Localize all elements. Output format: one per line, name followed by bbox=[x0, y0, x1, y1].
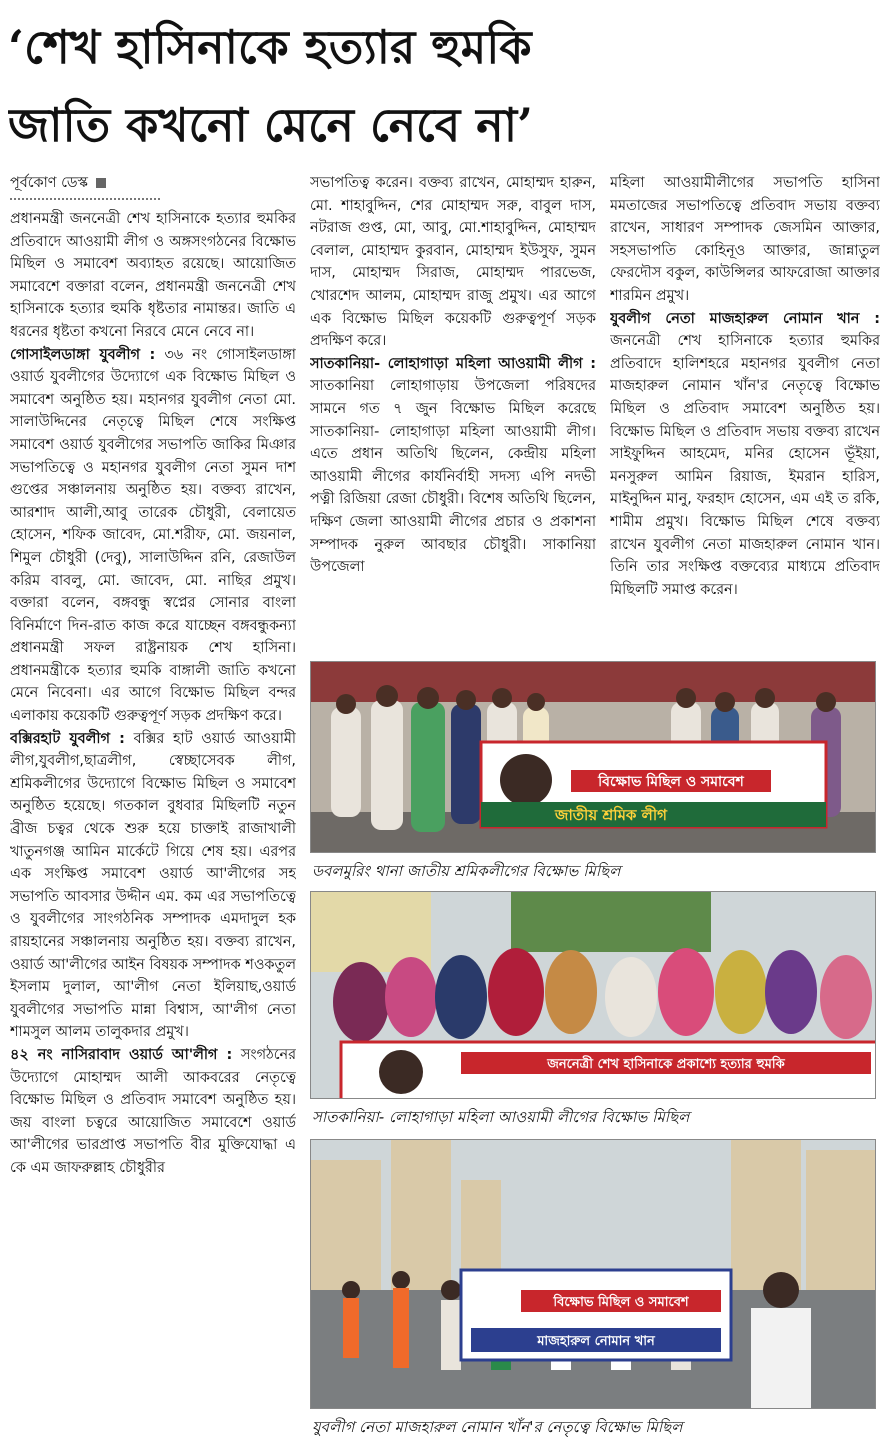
paragraph bbox=[310, 353, 596, 579]
article-column-1 bbox=[10, 172, 296, 1447]
subhead: যুবলীগ নেতা মাজহারুল নোমান খান : bbox=[610, 310, 880, 327]
paragraph bbox=[10, 344, 296, 728]
paragraph-text: জননেত্রী শেখ হাসিনাকে হত্যার হুমকির প্রতিবাদে হালিশহরে মহানগর যুবলীগ নেতা মাজহারুল নোমান খাঁন'র নেতৃত্বে বিক্ষোভ মিছিল ও প্রতিবাদ সমাবেশ অনুষ্ঠিত হয়। বিক্ষোভ মিছিল ও প্রতিবাদ সভায় বক্তব্য রাখেন সাইফুদ্দিন আহমেদ, মনির হোসেন ভূঁইয়া, মনসুরুল আমিন রিয়াজ, ইমরান হারিস, মাইনুদ্দিন মানু, ফরহাদ হোসেন, এম এই ত রকি, শামীম প্রমুখ। বিক্ষোভ মিছিল শেষে বক্তব্য রাখেন যুবলীগ নেতা মাজহারুল নোমান খান। তিনি তার সংক্ষিপ্ত বক্তব্যের মাধ্যমে প্রতিবাদ মিছিলটি সমাপ্ত করেন। bbox=[610, 333, 880, 598]
subhead: সাতকানিয়া- লোহাগাড়া মহিলা আওয়ামী লীগ : bbox=[310, 355, 596, 372]
headline-line-1: ‘শেখ হাসিনাকে হত্যার হুমকি bbox=[8, 20, 532, 74]
paragraph bbox=[10, 1044, 296, 1180]
photo-rally-3-image bbox=[311, 1140, 876, 1409]
banner-text: মাজহারুল নোমান খান bbox=[537, 1334, 655, 1349]
photo-rally-1 bbox=[310, 661, 876, 853]
paragraph: মহিলা আওয়ামীলীগের সভাপতি হাসিনা মমতাজের সভাপতিত্বে প্রতিবাদ সভায় বক্তব্য রাখেন, সাধারণ সম্পাদক জেসমিন আক্তার, সহসভাপতি কোহিনূও আক্তার, জান্নাতুল ফেরদৌস বকুল, কাউন্সিলর আফরোজা আক্তার শারমিন প্রমুখ। bbox=[610, 175, 880, 304]
paragraph-text: বক্সির হাট ওয়ার্ড আওয়ামী লীগ,যুবলীগ,ছাত্রলীগ, স্বেচ্ছাসেবক লীগ, শ্রমিকলীগের উদ্যোগে বিক্ষোভ মিছিল ও সমাবেশ অনুষ্ঠিত হয়েছে। গতকাল বুধবার মিছিলটি নতুন ব্রীজ চত্বর থেকে শুরু হয়ে চাক্তাই রাজাখালী খাতুনগঞ্জ আমিন মার্কেটে গিয়ে শেষ হয়। এরপর এক সংক্ষিপ্ত সমাবেশ ওয়ার্ড আ'লীগের সহ সভাপতি আবসার উদ্দীন এম. কম এর সভাপতিত্বে ও যুবলীগের সাংগঠনিক সম্পাদক এমদাদুল হক রায়হানের সঞ্চালনায় অনুষ্ঠিত হয়। বক্তব্য রাখেন, ওয়ার্ড আ'লীগের আইন বিষয়ক সম্পাদক শওকতুল ইসলাম দুলাল, আ'লীগ নেতা ইলিয়াছ,ওয়ার্ড যুবলীগের সভাপতি মান্না বিশ্বাস, আ'লীগ নেতা শামসুল আলম তালুকদার প্রমুখ। bbox=[10, 730, 296, 1041]
photo-caption-2: সাতকানিয়া- লোহাগাড়া মহিলা আওয়ামী লীগের বিক্ষোভ মিছিল bbox=[312, 1108, 690, 1126]
photo-caption-1: ডবলমুরিং থানা জাতীয় শ্রমিকলীগের বিক্ষোভ মিছিল bbox=[312, 862, 621, 880]
paragraph-text: সংগঠনের উদ্যোগে মোহাম্মদ আলী আকবরের নেতৃত্বে বিক্ষোভ মিছিল ও প্রতিবাদ সমাবেশ অনুষ্ঠিত হয়। জয় বাংলা চত্বরে আয়োজিত সমাবেশে ওয়ার্ড আ'লীগের ভারপ্রাপ্ত সভাপতি বীর মুক্তিযোদ্ধা এ কে এম জাফরুল্লাহ চৌধুরীর bbox=[10, 1046, 296, 1176]
article-column-3 bbox=[610, 172, 880, 652]
photo-rally-1-image bbox=[311, 662, 876, 853]
paragraph-text: ৩৬ নং গোসাইলডাঙ্গা ওয়ার্ড যুবলীগের উদ্যোগে এক বিক্ষোভ মিছিল ও সমাবেশ অনুষ্ঠিত হয়। মহানগর যুবলীগ নেতা মো. সালাউদ্দিনের নেতৃত্বে মিছিল শেষে সংক্ষিপ্ত সমাবেশ ওয়ার্ড যুবলীগের সভাপতি জাকির মিঞার সভাপতিত্বে ও মহানগর যুবলীগ নেতা সুমন দাশ গুপ্তের সঞ্চালনায় অনুষ্ঠিত হয়। বক্তব্য রাখেন, আরশাদ আলী,আবু তারেক চৌধুরী, বেলায়েত হোসেন, শফিক জাবেদ, মো.শরীফ, মো. জয়নাল, শিমুল চৌধুরী (দেবু), সালাউদ্দিন রনি, রেজাউল করিম বাবলু, মো. জাবেদ, মো. নাছির প্রমুখ। বক্তারা বলেন, বঙ্গবন্ধু স্বপ্নের সোনার বাংলা বিনির্মাণে দিন-রাত কাজ করে যাচ্ছেন বঙ্গবন্ধুকন্যা প্রধানমন্ত্রী সফল রাষ্ট্রনায়ক শেখ হাসিনা। প্রধানমন্ত্রীকে হত্যার হুমকি বাঙ্গালী জাতি কখনো মেনে নিবেনা। এর আগে বিক্ষোভ মিছিল বন্দর এলাকায় কয়েকটি গুরুত্বপূর্ণ সড়ক প্রদক্ষিণ করে। bbox=[10, 346, 296, 725]
photo-caption-3: যুবলীগ নেতা মাজহারুল নোমান খাঁন'র নেতৃত্বে বিক্ষোভ মিছিল bbox=[312, 1418, 683, 1436]
photo-rally-2 bbox=[310, 891, 876, 1099]
subhead: ৪২ নং নাসিরাবাদ ওয়ার্ড আ'লীগ : bbox=[10, 1046, 233, 1063]
banner-text: জাতীয় শ্রমিক লীগ bbox=[555, 806, 667, 824]
banner-text: জননেত্রী শেখ হাসিনাকে প্রকাশ্যে হত্যার হুমকি bbox=[547, 1057, 785, 1072]
paragraph: সভাপতিত্ব করেন। বক্তব্য রাখেন, মোহাম্মদ হারুন, মো. শাহাবুদ্দিন, শের মোহাম্মদ সরু, বাবুল দাস, নটরাজ গুপ্ত, মো, আবু, মো.শাহাবুদ্দিন, মোহাম্মদ বেলাল, মোহাম্মদ কুরবান, মোহাম্মদ ইউসুফ, সুমন দাস, মোহাম্মদ সিরাজ, মোহাম্মদ পারভেজ, খোরশেদ আলম, মোহাম্মদ রাজু প্রমুখ। এর আগে এক বিক্ষোভ মিছিল কয়েকটি গুরুত্বপূর্ণ সড়ক প্রদক্ষিণ করে। bbox=[310, 175, 596, 350]
paragraph bbox=[10, 728, 296, 1044]
byline-text: পূর্বকোণ ডেস্ক bbox=[10, 175, 88, 191]
photo-rally-3 bbox=[310, 1139, 876, 1409]
square-icon bbox=[96, 178, 106, 188]
banner-text: বিক্ষোভ মিছিল ও সমাবেশ bbox=[553, 1295, 689, 1310]
banner-text: বিক্ষোভ মিছিল ও সমাবেশ bbox=[598, 774, 744, 790]
paragraph-text: সাতকানিয়া লোহাগাড়ায় উপজেলা পরিষদের সামনে গত ৭ জুন বিক্ষোভ মিছিল করেছে সাতকানিয়া- লোহাগাড়া মহিলা আওয়ামী লীগ। এতে প্রধান অতিথি ছিলেন, কেন্দ্রীয় মহিলা আওয়ামী লীগের কার্যনির্বাহী সদস্য এপি নদভী পত্নী রিজিয়া রেজা চৌধুরী। বিশেষ অতিথি ছিলেন, দক্ষিণ জেলা আওয়ামী লীগের প্রচার ও প্রকাশনা সম্পাদক নুরুল আবছার চৌধুরী। সাকানিয়া উপজেলা bbox=[310, 378, 596, 576]
paragraph: প্রধানমন্ত্রী জননেত্রী শেখ হাসিনাকে হত্যার হুমকির প্রতিবাদে আওয়ামী লীগ ও অঙ্গসংগঠনের বিক্ষোভ মিছিল ও সমাবেশ অব্যাহত রয়েছে। আয়োজিত সমাবেশে বক্তারা বলেন, প্রধানমন্ত্রী জননেত্রী শেখ হাসিনাকে হত্যার হুমকি ধৃষ্টতার নামান্তর। জাতি এ ধরনের ধৃষ্টতা কখনো নিরবে মেনে নেবে না। bbox=[10, 211, 296, 340]
paragraph bbox=[610, 308, 880, 602]
byline-divider bbox=[10, 198, 160, 200]
headline bbox=[8, 8, 880, 164]
article-column-2 bbox=[310, 172, 596, 652]
subhead: গোসাইলডাঙ্গা যুবলীগ : bbox=[10, 346, 156, 363]
subhead: বক্সিরহাট যুবলীগ : bbox=[10, 730, 125, 747]
photo-rally-2-image bbox=[311, 892, 876, 1099]
headline-line-2: জাতি কখনো মেনে নেবে না’ bbox=[8, 98, 534, 152]
byline bbox=[10, 172, 296, 194]
